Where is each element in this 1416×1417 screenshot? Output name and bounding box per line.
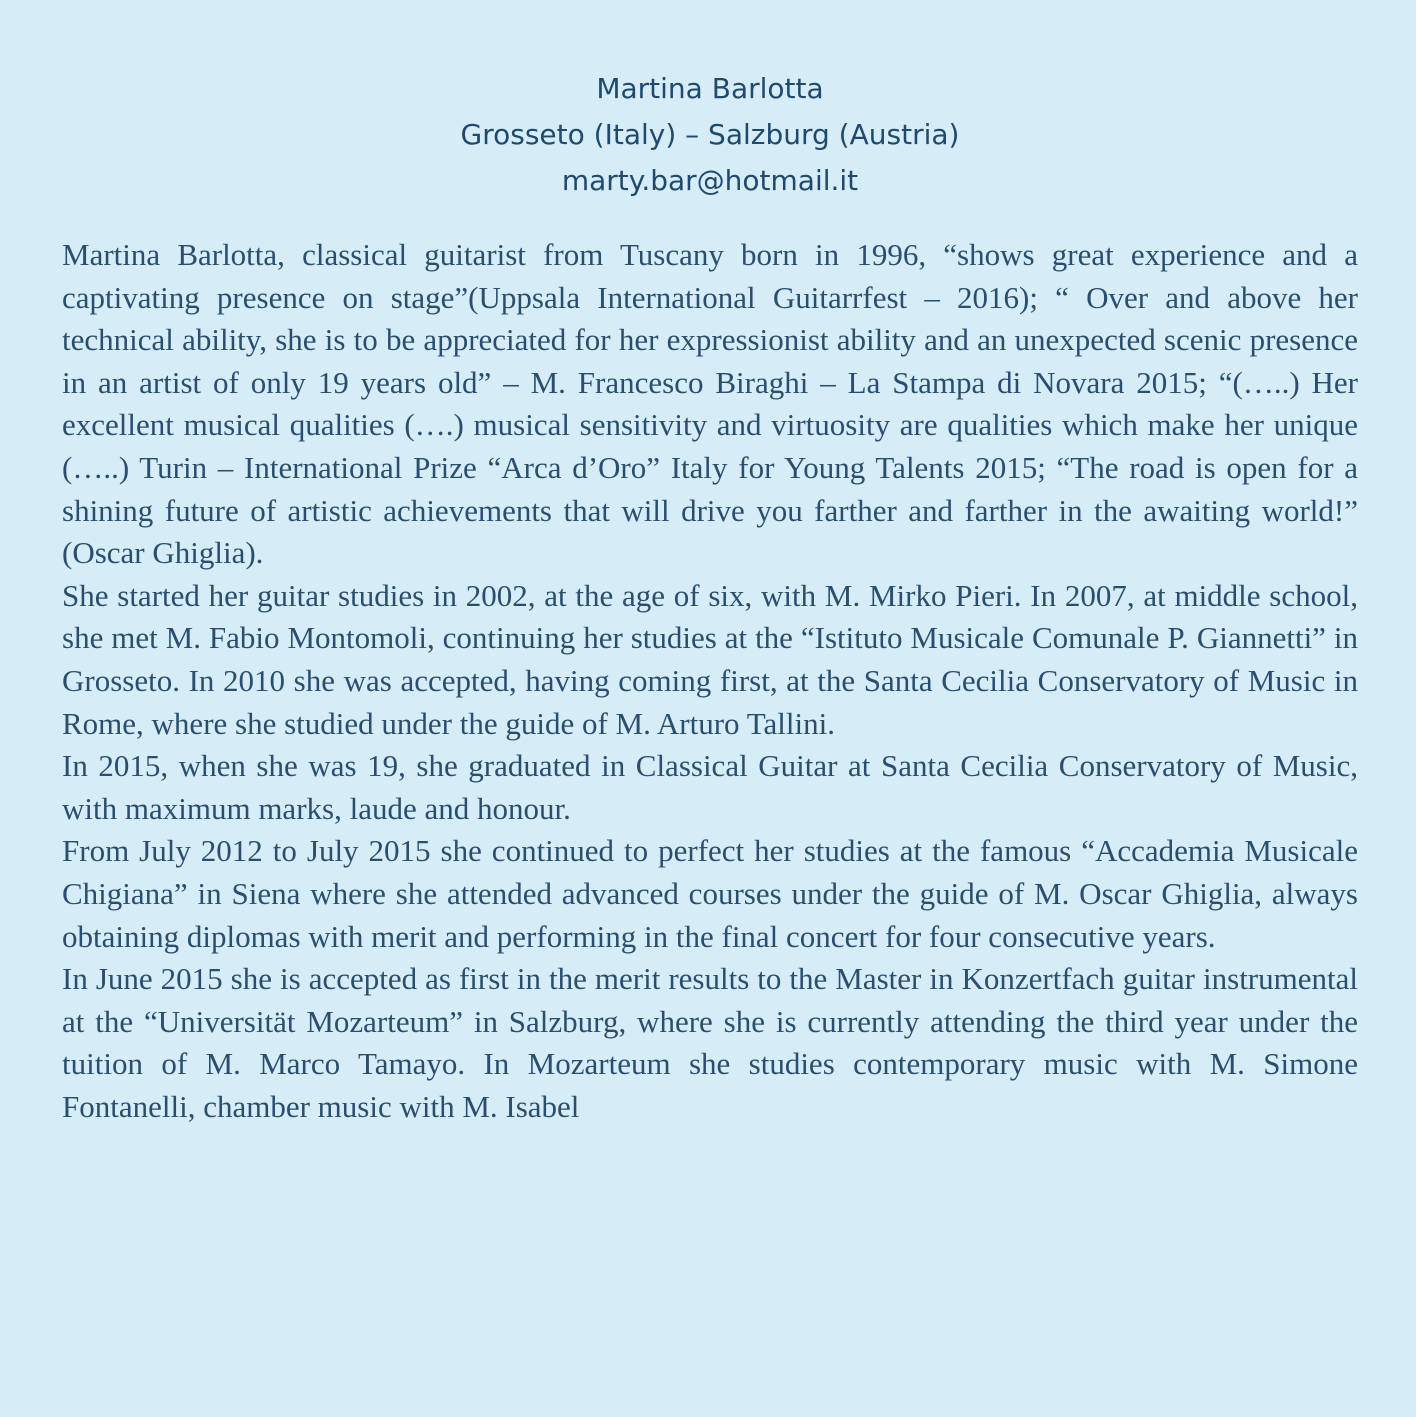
bio-paragraph-2: She started her guitar studies in 2002, at the age of six, with M. Mirko Pieri. In 2007, at middle school, she met M. Fabio Montomoli, continuing her studies at the “Istituto Musicale Comunale P. Giannetti” in Grosseto. In 2010 she was accepted, having coming first, at the Santa Cecilia Conservatory of Music in Rome, where she studied under the guide of M. Arturo Tallini.	[62, 577, 1358, 741]
bio-paragraph-3: In 2015, when she was 19, she graduated in Classical Guitar at Santa Cecilia Conservatory of Music, with maximum marks, laude and honour.	[62, 748, 1358, 826]
author-name: Martina Barlotta	[596, 72, 824, 105]
bio-paragraph-1: Martina Barlotta, classical guitarist from Tuscany born in 1996, “shows great experience and a captivating presence on stage”(Uppsala International Guitarrfest – 2016); “ Over and above her technical ability, she is to be appreciated for her expressionist ability and an unexpected scenic presence in an artist of only 19 years old” – M. Francesco Biraghi – La Stampa di Novara 2015; “(…..) Her excellent musical qualities (….) musical sensitivity and virtuosity are qualities which make her unique (…..) Turin – International Prize “Arca d’Oro” Italy for Young Talents 2015; “The road is open for a shining future of artistic achievements that will drive you farther and farther in the awaiting world!” (Oscar Ghiglia).	[62, 237, 1358, 571]
contact-header	[62, 66, 1358, 204]
bio-paragraph-4: From July 2012 to July 2015 she continued to perfect her studies at the famous “Accademia Musicale Chigiana” in Siena where she attended advanced courses under the guide of M. Oscar Ghiglia, always obtaining diplomas with merit and performing in the final concert for four consecutive years.	[62, 833, 1358, 954]
biography-body	[62, 234, 1358, 1128]
bio-paragraph-5: In June 2015 she is accepted as first in the merit results to the Master in Konzertfach guitar instrumental at the “Universität Mozarteum” in Salzburg, where she is currently attending the third year under the tuition of M. Marco Tamayo. In Mozarteum she studies contemporary music with M. Simone Fontanelli, chamber music with M. Isabel	[62, 961, 1358, 1124]
author-location: Grosseto (Italy) – Salzburg (Austria)	[460, 118, 960, 151]
author-email: marty.bar@hotmail.it	[561, 164, 859, 197]
